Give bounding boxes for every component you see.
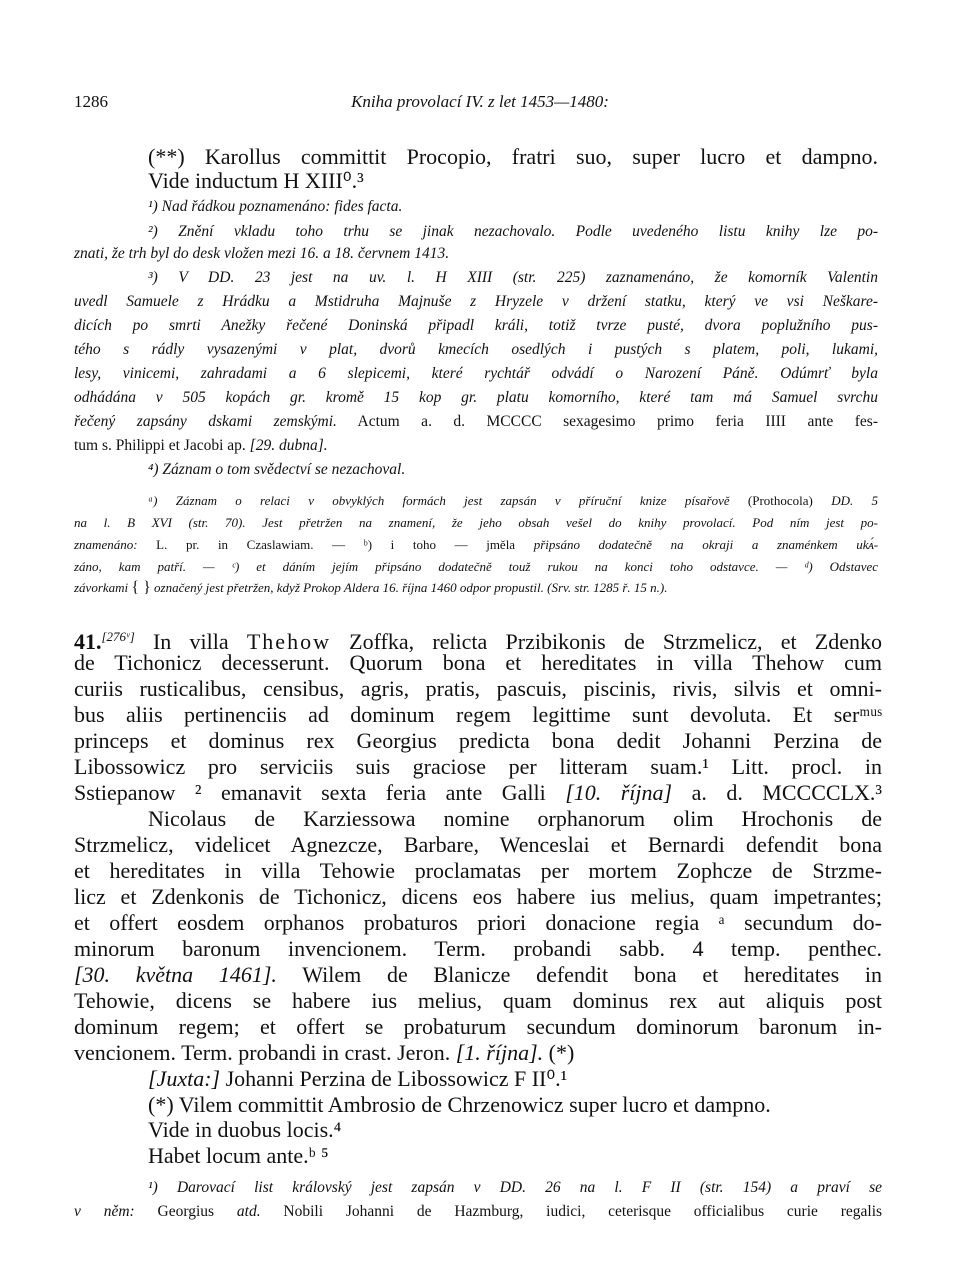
- entry-41-line15: Tehowie, dicens se habere ius melius, quam dominus rex aut aliquis post: [74, 988, 882, 1013]
- entry-41-line13: minorum baronum invencionem. Term. probandi sabb. 4 temp. penthec.: [74, 936, 882, 961]
- footnote-3-line4: tého s rádly vysazenými v plat, dvorů kmecích osedlých i pustých s platem, poli, lukami,: [74, 341, 878, 358]
- brace-mark: { }: [131, 579, 151, 596]
- entry-41-line9: Strzmelicz, videlicet Agnezcze, Barbare, Wenceslai et Bernardi defendit bona: [74, 832, 882, 857]
- entry-41-line17: vencionem. Term. probandi in crast. Jeron. [1. října]. (*): [74, 1040, 575, 1065]
- entry-number: 41.: [74, 629, 102, 654]
- running-title: Kniha provolací IV. z let 1453—1480:: [351, 92, 609, 111]
- entry-41-line14: [30. května 1461]. Wilem de Blanicze defendit bona et hereditates in: [74, 962, 882, 987]
- entry-41-line16: dominum regem; et offert se probaturum secundum dominorum baronum in-: [74, 1014, 882, 1039]
- footnote-2-line1: ²) Znění vkladu toho trhu se jinak nezachovalo. Podle uvedeného listu knihy lze po-: [148, 223, 878, 240]
- footnote-3-line7: řečený zapsány dskami zemskými. Actum a. d. MCCCC sexagesimo primo feria IIII ante fes-: [74, 413, 878, 430]
- footnote-1: ¹) Nad řádkou poznamenáno: fides facta.: [148, 198, 403, 215]
- footnote-3-line5: lesy, vinicemi, zahradami a 6 slepicemi, které rychtář odvádí o Narození Páně. Odúmrť byla: [74, 365, 878, 382]
- entry-41-line6: Libossowicz pro serviciis suis graciose per litteram suam.¹ Litt. procl. in: [74, 754, 882, 779]
- bottom-footnote-line1: ¹) Darovací list královský jest zapsán v DD. 26 na l. F II (str. 154) a praví se: [148, 1179, 882, 1196]
- footnote-4: ⁴) Záznam o tom svědectví se nezachoval.: [148, 461, 406, 478]
- folio-ref: [276ᵛ]: [101, 629, 135, 644]
- note-a-line2: na l. B XVI (str. 70). Jest přetržen na znamení, že jeho obsah vešel do knihy provolací. Pod ním jest po-: [74, 515, 878, 530]
- footnote-2-line2: znati, že trh byl do desk vložen mezi 16. a 18. červnem 1413.: [74, 245, 450, 262]
- footnote-3-line3: dicích po smrti Anežky řečené Doninská připadl králi, totiž tvrze pusté, dvora poplužního pus-: [74, 317, 878, 334]
- bottom-footnote-line2: v něm: Georgius atd. Nobili Johanni de Hazmburg, iudici, ceterisque officialibus curie regalis: [74, 1203, 883, 1220]
- note-a-line1: ᵃ) Záznam o relaci v obvyklých formách jest zapsán v příruční knize písařově (Prothocola) DD. 5: [148, 493, 879, 508]
- entry-41-line1: 41.[276ᵛ] In villa Thehow Zoffka, relicta Przibikonis de Strzmelicz, et Zdenko: [74, 629, 883, 654]
- entry-41-line19: (*) Vilem committit Ambrosio de Chrzenowicz super lucro et dampno.: [148, 1092, 771, 1117]
- entry-41-line3: curiis rusticalibus, censibus, agris, pratis, pascuis, piscinis, rivis, silvis et omni-: [74, 676, 882, 701]
- note-a-line5: závorkami { } označený jest přetržen, když Prokop Aldera 16. října 1460 odpor propustil. (Srv. str. 1285 ř. 15 n.).: [74, 579, 668, 596]
- entry-41-line2: de Tichonicz decesserunt. Quorum bona et hereditates in villa Thehow cum: [74, 650, 882, 675]
- top-entry-line2: Vide inductum H XIII⁰.³: [148, 168, 364, 193]
- note-a-line4: záno, kam patří. — ᶜ) et dáním jejím připsáno dodatečně touž rukou na konci toho odstavce. — ᵈ) Odstavec: [74, 559, 879, 574]
- page-header: [74, 92, 886, 116]
- page-number: 1286: [74, 92, 108, 111]
- footnote-3-line1: ³) V DD. 23 jest na uv. l. H XIII (str. 225) zaznamenáno, že komorník Valentin: [148, 269, 878, 286]
- entry-41-line11: licz et Zdenkonis de Tichonicz, dicens eos habere ius melius, quam impetrantes;: [74, 884, 882, 909]
- footnote-3-line6: odhádána v 505 kopách gr. kromě 15 kop gr. platu komorního, které tam má Samuel svrchu: [74, 389, 878, 406]
- entry-41-line12: et offert eosdem orphanos probaturos priori donacione regia ᵃ secundum do-: [74, 910, 882, 935]
- entry-41-line8: Nicolaus de Karziessowa nomine orphanorum olim Hrochonis de: [148, 806, 882, 831]
- entry-41-line4: bus aliis pertinenciis ad dominum regem legittime sunt devoluta. Et serᵐᵘˢ: [74, 702, 882, 727]
- footnote-3-line2: uvedl Samuele z Hrádku a Mstidruha Majnuše z Hryzele v držení statku, který ve vsi Neškare-: [74, 293, 878, 310]
- note-a-line3: znamenáno: L. pr. in Czaslawiam. — ᵇ) i toho — jměla připsáno dodatečně na okraji a znaménkem ukᴀ́-: [74, 537, 879, 552]
- entry-41-line20: Vide in duobus locis.⁴: [148, 1117, 342, 1142]
- entry-41-line18: [Juxta:] Johanni Perzina de Libossowicz F II⁰.¹: [148, 1066, 568, 1091]
- entry-41-line10: et hereditates in villa Tehowie proclamatas per mortem Zophcze de Strzme-: [74, 858, 882, 883]
- entry-41-line7: Sstiepanow ² emanavit sexta feria ante Galli [10. října] a. d. MCCCCLX.³: [74, 780, 882, 805]
- top-entry-line1: (**) Karollus committit Procopio, fratri suo, super lucro et dampno.: [148, 144, 878, 169]
- entry-41-line5: princeps et dominus rex Georgius predicta bona dedit Johanni Perzina de: [74, 728, 882, 753]
- footnote-3-line8: tum s. Philippi et Jacobi ap. [29. dubna].: [74, 437, 328, 454]
- entry-41-line21: Habet locum ante.ᵇ ⁵: [148, 1143, 329, 1168]
